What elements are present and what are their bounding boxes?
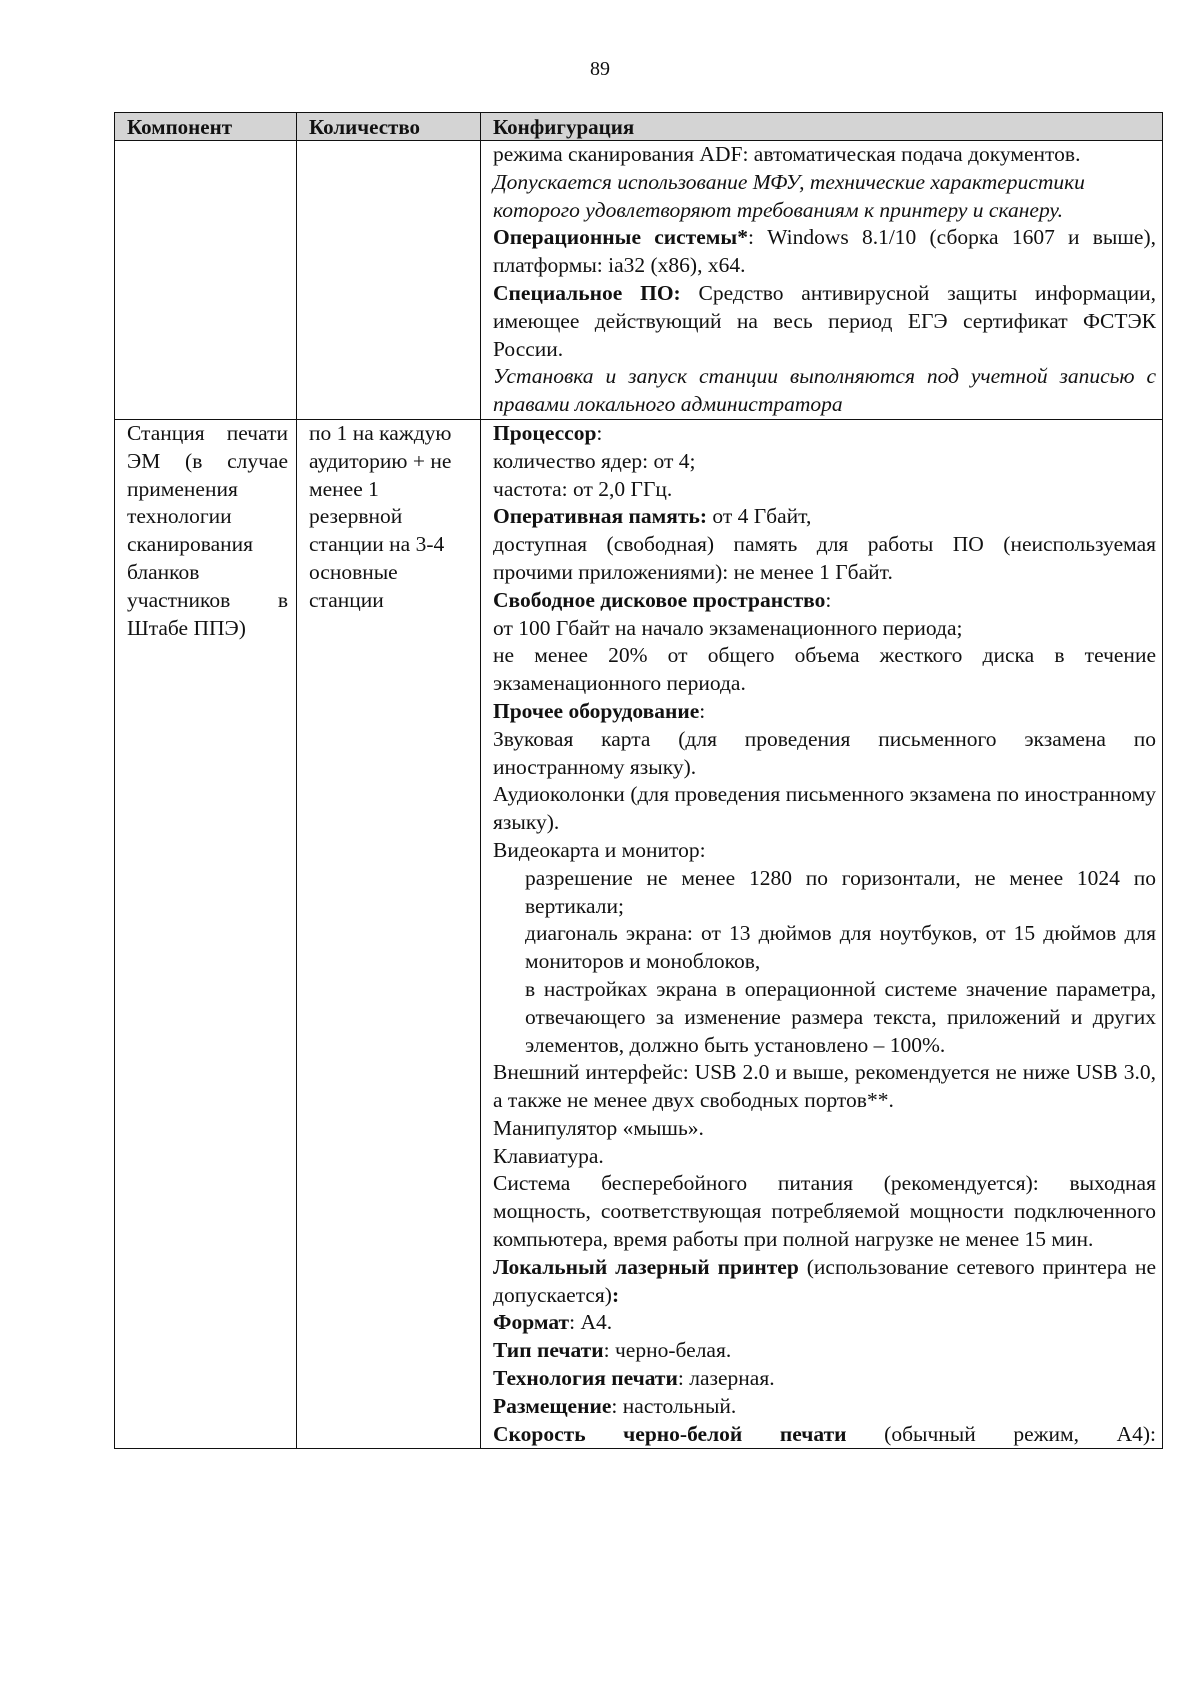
config-line: Видеокарта и монитор: (493, 837, 706, 862)
quantity-cell: по 1 на каждую аудиторию + не менее 1 резервной станции на 3-4 основные станции (297, 419, 481, 1448)
configuration-cell (481, 141, 1163, 420)
config-line: Скорость черно-белой печати (обычный режим, А4): (493, 1421, 1157, 1446)
config-line: Внешний интерфейс: USB 2.0 и выше, рекомендуется не ниже USB 3.0, а также не менее двух свободных портов**. (493, 1060, 1156, 1113)
config-line: не менее 20% от общего объема жесткого диска в течение экзаменационного периода. (493, 643, 1156, 696)
config-line: Оперативная память: от 4 Гбайт, (493, 504, 812, 529)
config-note: Допускается использование МФУ, технические характеристики которого удовлетворяют требованиям к принтеру и сканеру. (493, 169, 1085, 222)
config-line: Аудиоколонки (для проведения письменного экзамена по иностранному языку). (493, 782, 1156, 835)
config-line: Процессор: (493, 420, 603, 445)
config-line: от 100 Гбайт на начало экзаменационного периода; (493, 615, 963, 640)
table-row (115, 141, 1163, 420)
config-line: Формат: А4. (493, 1310, 613, 1335)
config-note: Установка и запуск станции выполняются под учетной записью с правами локального администратора (493, 364, 1156, 417)
spec-table (114, 112, 1163, 1449)
quantity-cell (297, 141, 481, 420)
config-line: Прочее оборудование: (493, 698, 706, 723)
config-line: режима сканирования ADF: автоматическая подача документов. (493, 142, 1081, 166)
config-line: Размещение: настольный. (493, 1393, 737, 1418)
component-cell (115, 141, 297, 420)
component-cell: Станция печати ЭМ (в случае применения технологии сканирования бланков участников в Штабе ППЭ) (115, 419, 297, 1448)
header-component: Компонент (115, 113, 297, 141)
config-line: Система бесперебойного питания (рекомендуется): выходная мощность, соответствующая потребляемой мощности подключенного компьютера, время работы при полной нагрузке не менее 15 мин. (493, 1171, 1156, 1252)
config-line: Технология печати: лазерная. (493, 1366, 775, 1391)
page-number: 89 (590, 58, 610, 80)
config-line: Манипулятор «мышь». (493, 1115, 704, 1140)
config-subitem: диагональ экрана: от 13 дюймов для ноутбуков, от 15 дюймов для мониторов и моноблоков, (525, 921, 1156, 974)
table-row (115, 419, 1163, 1448)
config-subitem: в настройках экрана в операционной системе значение параметра, отвечающего за изменение размера текста, приложений и других элементов, должно быть установлено – 100%. (525, 976, 1156, 1057)
config-line: Локальный лазерный принтер (использование сетевого принтера не допускается): (493, 1254, 1156, 1307)
config-line: Клавиатура. (493, 1143, 604, 1168)
header-quantity: Количество (297, 113, 481, 141)
configuration-cell (481, 419, 1163, 1448)
config-line: доступная (свободная) память для работы ПО (неиспользуемая прочими приложениями): не менее 1 Гбайт. (493, 532, 1156, 584)
config-line: Тип печати: черно-белая. (493, 1338, 732, 1363)
config-line: Звуковая карта (для проведения письменного экзамена по иностранному языку). (493, 726, 1156, 779)
config-line: частота: от 2,0 ГГц. (493, 476, 673, 501)
config-subitem: разрешение не менее 1280 по горизонтали, не менее 1024 по вертикали; (525, 865, 1156, 918)
header-configuration: Конфигурация (481, 113, 1163, 141)
config-line: Свободное дисковое пространство: (493, 587, 832, 612)
table-header-row (115, 113, 1163, 141)
config-line: количество ядер: от 4; (493, 448, 696, 473)
config-line: Операционные системы*: Windows 8.1/10 (сборка 1607 и выше), платформы: ia32 (x86), x64. (493, 225, 1156, 278)
config-line: Специальное ПО: Средство антивирусной защиты информации, имеющее действующий на весь период ЕГЭ сертификат ФСТЭК России. (493, 280, 1156, 361)
